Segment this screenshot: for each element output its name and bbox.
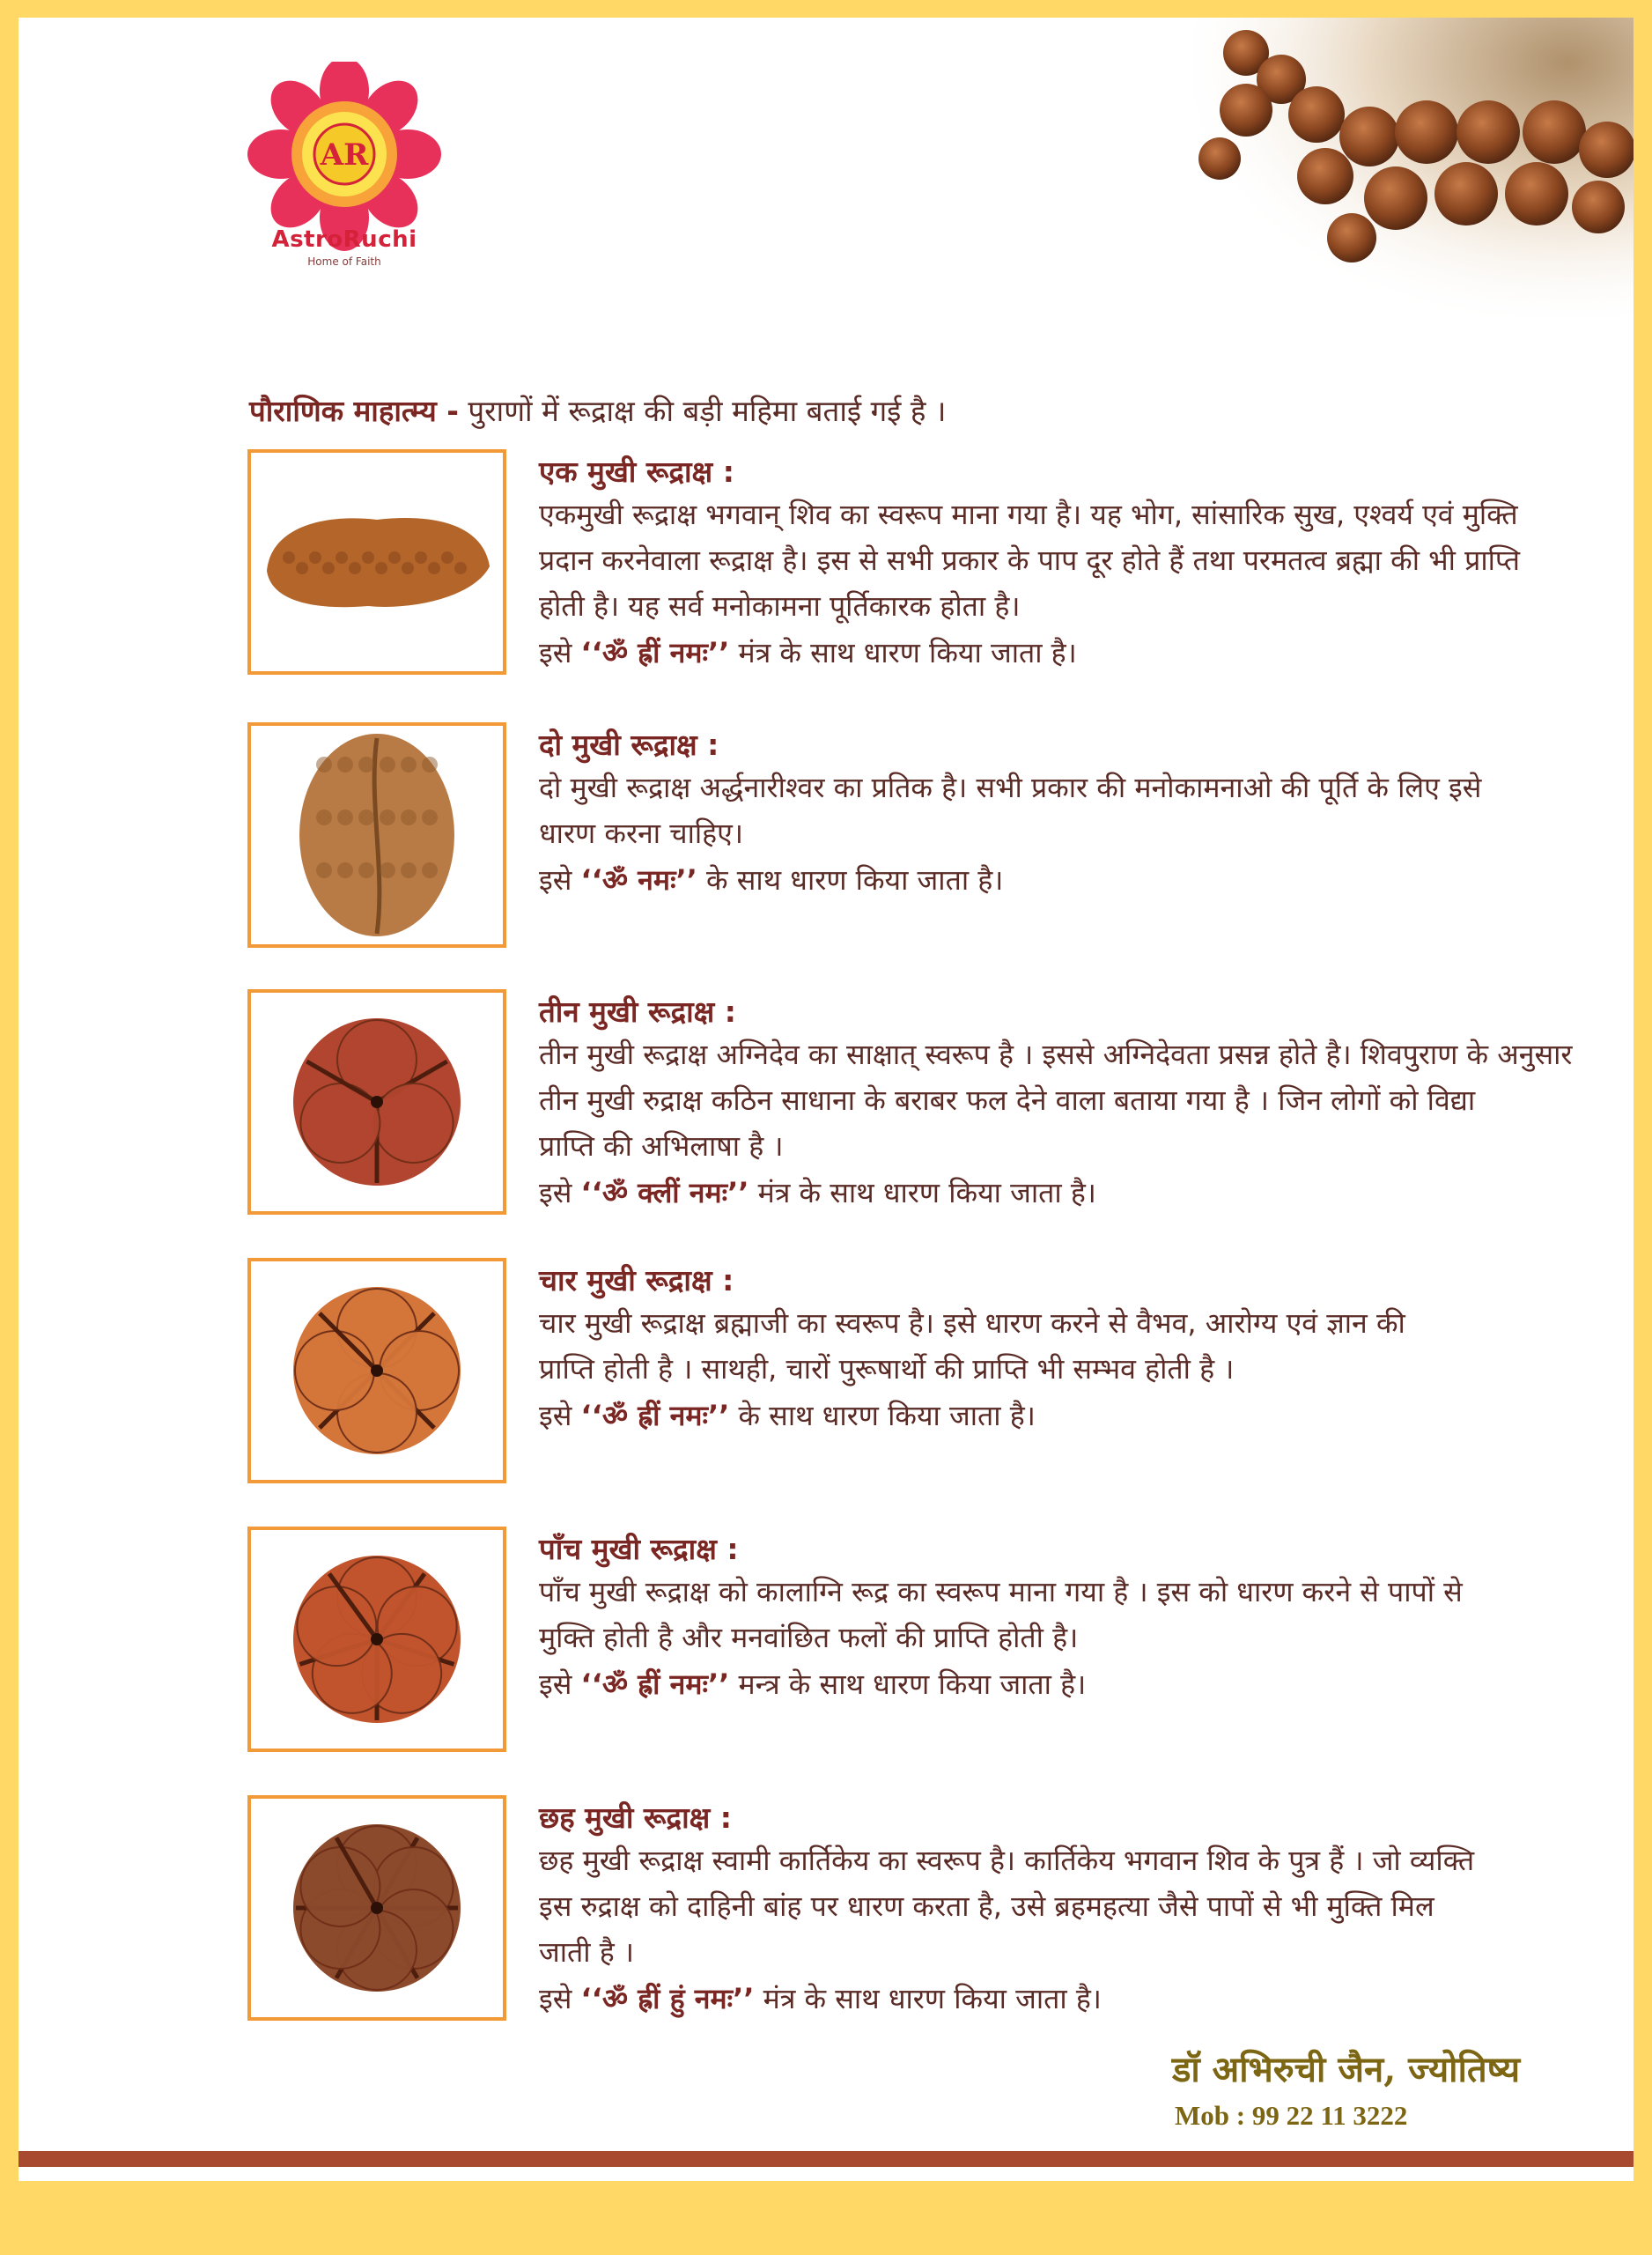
one-mukhi-rudraksha-image <box>251 453 503 671</box>
entry-description-line: पाँच मुखी रूद्राक्ष को कालाग्नि रूद्र का स्वरूप माना गया है । इस को धारण करने से पापों से <box>539 1575 1463 1608</box>
mantra-prefix: इसे <box>539 1667 581 1701</box>
entry-description-line: जाती है । <box>539 1935 635 1969</box>
entry-text <box>539 989 1622 1216</box>
entry-description-line: तीन मुखी रूद्राक्ष अग्निदेव का साक्षात् स्वरूप है । इससे अग्निदेवता प्रसन्न होते है। शिवपुराण के अनुसार <box>539 1038 1573 1071</box>
brand-name: AstroRuchi <box>271 226 417 253</box>
entry-description-line: छह मुखी रूद्राक्ष स्वामी कार्तिकेय का स्वरूप है। कार्तिकेय भगवान शिव के पुत्र हैं । जो व्यक्ति <box>539 1844 1475 1877</box>
entry-description-line: धारण करना चाहिए। <box>539 817 743 850</box>
entry-description-line: इस रुद्राक्ष को दाहिनी बांह पर धारण करता है, उसे ब्रहमहत्या जैसे पापों से भी मुक्ति मिल <box>539 1889 1434 1923</box>
entry-description-line: प्राप्ति की अभिलाषा है । <box>539 1129 784 1163</box>
rudraksha-image-frame <box>247 1527 506 1752</box>
mantra-suffix: के साथ धारण किया जाता है। <box>697 863 1004 897</box>
entry-heading: तीन मुखी रूद्राक्ष : <box>539 994 736 1029</box>
entry-text <box>539 1258 1622 1439</box>
entry-description-line: चार मुखी रूद्राक्ष ब्रह्माजी का स्वरूप है। इसे धारण करने से वैभव, आरोग्य एवं ज्ञान की <box>539 1306 1405 1340</box>
intro-line <box>249 390 946 430</box>
rudraksha-image-frame <box>247 1795 506 2021</box>
entry-description-line: होती है। यह सर्व मनोकामना पूर्तिकारक होता है। <box>539 589 1021 623</box>
mantra-suffix: मंत्र के साथ धारण किया जाता है। <box>754 1982 1102 2015</box>
mantra-line <box>539 1169 1622 1216</box>
mantra-text: ‘‘ॐ ह्रीं हुं नमः’’ <box>580 1982 755 2015</box>
mantra-prefix: इसे <box>539 636 581 669</box>
intro-label: पौराणिक माहात्म्य - <box>249 394 459 428</box>
mantra-prefix: इसे <box>539 1399 581 1432</box>
rudraksha-image-frame <box>247 722 506 948</box>
mantra-prefix: इसे <box>539 1176 581 1209</box>
three-mukhi-rudraksha-image <box>251 993 503 1211</box>
intro-text: पुराणों में रूद्राक्ष की बड़ी महिमा बताई गई है । <box>458 394 947 428</box>
mantra-prefix: इसे <box>539 863 581 897</box>
entry-description-line: प्राप्ति होती है । साथही, चारों पुरूषार्थो की प्राप्ति भी सम्भव होती है । <box>539 1352 1235 1386</box>
mantra-line <box>539 1392 1622 1439</box>
entry-description-line: मुक्ति होती है और मनवांछित फलों की प्राप्ति होती है। <box>539 1621 1079 1654</box>
four-mukhi-rudraksha-image <box>251 1261 503 1480</box>
mantra-suffix: के साथ धारण किया जाता है। <box>729 1399 1036 1432</box>
mantra-line <box>539 1975 1622 2022</box>
entry-text <box>539 722 1622 904</box>
entry-heading: चार मुखी रूद्राक्ष : <box>539 1263 734 1298</box>
mantra-text: ‘‘ॐ ह्रीं नमः’’ <box>580 636 730 669</box>
five-mukhi-rudraksha-image <box>251 1530 503 1749</box>
rudraksha-image-frame <box>247 449 506 675</box>
entry-text <box>539 1527 1622 1708</box>
mantra-suffix: मन्त्र के साथ धारण किया जाता है। <box>729 1667 1087 1701</box>
entry-heading: एक मुखी रूद्राक्ष : <box>539 455 734 489</box>
brand-tagline: Home of Faith <box>307 255 381 268</box>
mantra-text: ‘‘ॐ ह्रीं नमः’’ <box>580 1399 730 1432</box>
mantra-line <box>539 629 1622 676</box>
page <box>18 18 1634 2181</box>
entry-text <box>539 1795 1622 2022</box>
entry-heading: दो मुखी रूद्राक्ष : <box>539 728 719 762</box>
entry-description-line: एकमुखी रूद्राक्ष भगवान् शिव का स्वरूप माना गया है। यह भोग, सांसारिक सुख, एश्वर्य एवं मुक्ति <box>539 498 1518 531</box>
mantra-suffix: मंत्र के साथ धारण किया जाता है। <box>749 1176 1096 1209</box>
mantra-prefix: इसे <box>539 1982 581 2015</box>
mantra-text: ‘‘ॐ क्लीं नमः’’ <box>580 1176 749 1209</box>
mantra-text: ‘‘ॐ ह्रीं नमः’’ <box>580 1667 730 1701</box>
six-mukhi-rudraksha-image <box>251 1799 503 2017</box>
mobile-number: Mob : 99 22 11 3222 <box>1175 2100 1408 2131</box>
mantra-suffix: मंत्र के साथ धारण किया जाता है। <box>729 636 1077 669</box>
svg-text:AR: AR <box>320 137 369 173</box>
entry-description-line: तीन मुखी रुद्राक्ष कठिन साधाना के बराबर फल देने वाला बताया गया है । जिन लोगों को विद्या <box>539 1083 1476 1117</box>
signature: डॉ अभिरुची जैन, ज्योतिष्य <box>1172 2049 1521 2090</box>
entry-description-line: दो मुखी रूद्राक्ष अर्द्धनारीश्वर का प्रतिक है। सभी प्रकार की मनोकामनाओ की पूर्ति के लिए इसे <box>539 771 1482 804</box>
rudraksha-mala-image <box>1193 18 1634 317</box>
two-mukhi-rudraksha-image <box>251 726 503 944</box>
entry-heading: छह मुखी रूद्राक्ष : <box>539 1800 732 1835</box>
entry-description-line: प्रदान करनेवाला रूद्राक्ष है। इस से सभी प्रकार के पाप दूर होते हैं तथा परमतत्व ब्रह्मा की भी प्राप्ति <box>539 543 1521 577</box>
footer-bar <box>18 2151 1634 2167</box>
mantra-line <box>539 856 1622 904</box>
mantra-line <box>539 1660 1622 1708</box>
rudraksha-image-frame <box>247 989 506 1215</box>
entry-heading: पाँच मुखी रूद्राक्ष : <box>539 1532 739 1566</box>
mantra-text: ‘‘ॐ नमः’’ <box>580 863 697 897</box>
rudraksha-image-frame <box>247 1258 506 1483</box>
entry-text <box>539 449 1622 676</box>
